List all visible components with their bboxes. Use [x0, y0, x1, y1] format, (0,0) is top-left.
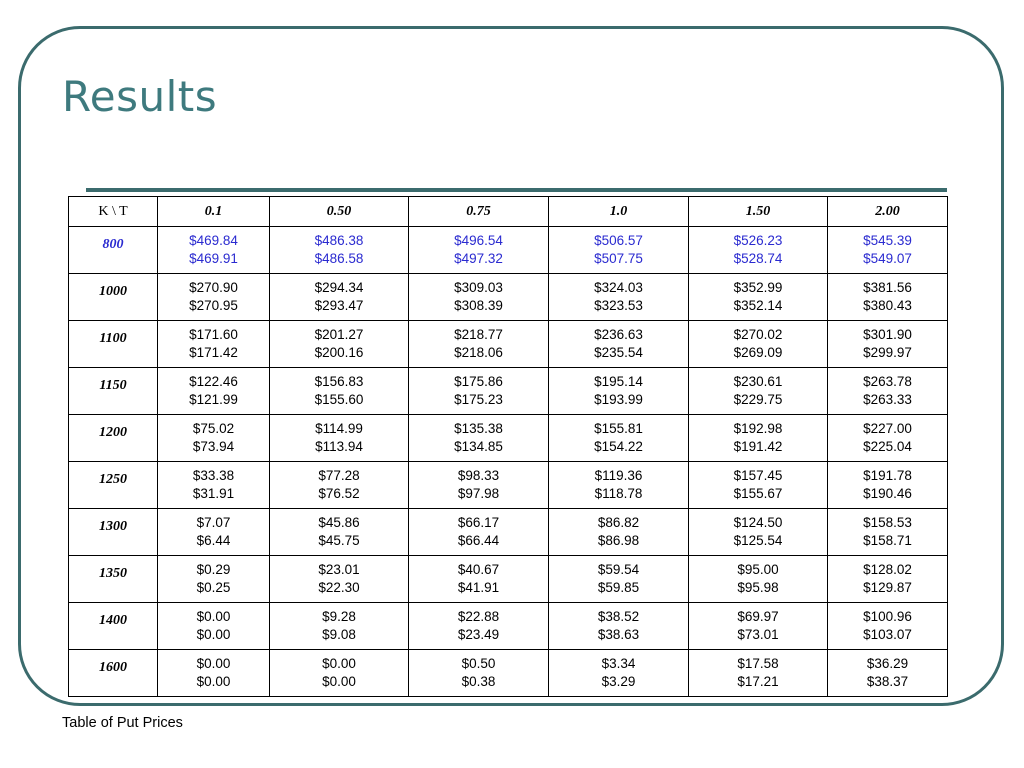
price-value-secondary: $190.46	[863, 486, 912, 501]
price-value-primary: $33.38	[192, 468, 235, 483]
strike-label: 1400	[69, 603, 158, 650]
price-value-primary: $227.00	[863, 421, 912, 436]
price-cell	[158, 321, 270, 368]
price-cell	[409, 650, 549, 697]
price-cell	[409, 274, 549, 321]
price-value-primary: $17.58	[737, 656, 779, 671]
price-value-secondary: $352.14	[733, 298, 783, 313]
price-value-secondary: $218.06	[454, 345, 503, 360]
price-value-secondary: $0.00	[322, 674, 356, 689]
price-value-primary: $175.86	[454, 374, 503, 389]
price-cell	[270, 368, 409, 415]
table-row	[69, 462, 948, 509]
price-value-primary: $301.90	[863, 327, 912, 342]
price-cell	[158, 650, 270, 697]
price-value-primary: $324.03	[594, 280, 643, 295]
price-value-primary: $100.96	[863, 609, 912, 624]
price-cell	[270, 462, 409, 509]
price-cell	[158, 603, 270, 650]
price-value-secondary: $497.32	[454, 251, 503, 266]
column-header: 0.50	[270, 197, 409, 227]
price-cell	[158, 415, 270, 462]
price-value-primary: $22.88	[457, 609, 500, 624]
slide-title: Results	[62, 72, 218, 121]
price-value-secondary: $549.07	[863, 251, 912, 266]
price-cell	[689, 603, 828, 650]
price-value-secondary: $59.85	[597, 580, 640, 595]
price-value-secondary: $158.71	[863, 533, 912, 548]
price-value-primary: $0.00	[322, 656, 356, 671]
price-cell	[158, 509, 270, 556]
strike-label: 1150	[69, 368, 158, 415]
price-value-secondary: $6.44	[196, 533, 231, 548]
price-value-secondary: $323.53	[594, 298, 643, 313]
price-cell	[689, 368, 828, 415]
price-cell	[409, 462, 549, 509]
corner-header: K \ T	[69, 197, 158, 227]
price-value-primary: $40.67	[457, 562, 500, 577]
price-value-primary: $158.53	[863, 515, 912, 530]
price-value-secondary: $3.29	[601, 674, 636, 689]
table-row	[69, 650, 948, 697]
strike-label: 1300	[69, 509, 158, 556]
table-caption: Table of Put Prices	[62, 715, 183, 731]
table-row	[69, 603, 948, 650]
price-cell	[828, 462, 948, 509]
price-value-secondary: $76.52	[318, 486, 360, 501]
price-value-secondary: $73.94	[192, 439, 235, 454]
price-value-secondary: $486.58	[314, 251, 364, 266]
price-value-secondary: $73.01	[737, 627, 779, 642]
price-cell	[409, 227, 549, 274]
price-value-primary: $157.45	[733, 468, 783, 483]
column-header: 1.50	[689, 197, 828, 227]
price-cell	[828, 603, 948, 650]
price-value-primary: $486.38	[314, 233, 364, 248]
price-value-secondary: $380.43	[863, 298, 912, 313]
price-value-primary: $124.50	[733, 515, 783, 530]
price-value-primary: $69.97	[737, 609, 779, 624]
price-value-secondary: $235.54	[594, 345, 643, 360]
strike-label: 800	[69, 227, 158, 274]
price-value-secondary: $0.00	[196, 627, 231, 642]
price-value-secondary: $118.78	[594, 486, 643, 501]
price-cell	[549, 415, 689, 462]
price-value-secondary: $229.75	[733, 392, 783, 407]
price-value-secondary: $125.54	[733, 533, 783, 548]
price-value-secondary: $41.91	[457, 580, 500, 595]
price-value-primary: $156.83	[314, 374, 364, 389]
price-cell	[270, 274, 409, 321]
price-cell	[409, 415, 549, 462]
price-value-primary: $77.28	[318, 468, 360, 483]
price-value-primary: $201.27	[314, 327, 364, 342]
price-value-secondary: $507.75	[594, 251, 643, 266]
price-cell	[270, 321, 409, 368]
price-value-primary: $294.34	[314, 280, 364, 295]
strike-label: 1250	[69, 462, 158, 509]
price-cell	[828, 509, 948, 556]
price-value-secondary: $171.42	[189, 345, 238, 360]
price-cell	[270, 415, 409, 462]
table-row	[69, 321, 948, 368]
price-value-secondary: $0.38	[461, 674, 496, 689]
strike-label: 1600	[69, 650, 158, 697]
price-cell	[158, 227, 270, 274]
price-value-primary: $86.82	[597, 515, 640, 530]
column-header: 0.1	[158, 197, 270, 227]
price-cell	[409, 603, 549, 650]
price-value-primary: $66.17	[457, 515, 500, 530]
price-value-primary: $192.98	[733, 421, 783, 436]
price-value-primary: $171.60	[189, 327, 238, 342]
price-value-secondary: $308.39	[454, 298, 503, 313]
table-row	[69, 368, 948, 415]
price-value-secondary: $9.08	[322, 627, 356, 642]
price-cell	[158, 556, 270, 603]
price-value-secondary: $121.99	[189, 392, 238, 407]
price-value-secondary: $66.44	[457, 533, 500, 548]
price-value-secondary: $0.00	[196, 674, 231, 689]
price-cell	[689, 321, 828, 368]
price-value-secondary: $134.85	[454, 439, 503, 454]
price-value-secondary: $38.63	[597, 627, 640, 642]
strike-label: 1200	[69, 415, 158, 462]
price-value-secondary: $293.47	[314, 298, 364, 313]
price-cell	[689, 650, 828, 697]
price-cell	[549, 603, 689, 650]
price-value-secondary: $113.94	[315, 439, 363, 454]
price-value-primary: $526.23	[733, 233, 783, 248]
price-value-primary: $45.86	[318, 515, 360, 530]
price-cell	[689, 227, 828, 274]
price-value-secondary: $0.25	[196, 580, 231, 595]
price-value-primary: $506.57	[594, 233, 643, 248]
price-value-secondary: $225.04	[863, 439, 912, 454]
price-value-secondary: $103.07	[863, 627, 912, 642]
price-cell	[549, 274, 689, 321]
price-value-primary: $263.78	[863, 374, 912, 389]
price-value-primary: $23.01	[318, 562, 360, 577]
price-value-primary: $128.02	[863, 562, 912, 577]
price-value-primary: $122.46	[189, 374, 238, 389]
table-row	[69, 556, 948, 603]
column-header: 0.75	[409, 197, 549, 227]
price-cell	[158, 368, 270, 415]
price-cell	[828, 274, 948, 321]
price-cell	[409, 321, 549, 368]
column-header: 2.00	[828, 197, 948, 227]
strike-label: 1350	[69, 556, 158, 603]
price-value-secondary: $270.95	[189, 298, 238, 313]
price-value-secondary: $154.22	[594, 439, 643, 454]
price-value-secondary: $155.60	[314, 392, 364, 407]
price-cell	[689, 462, 828, 509]
price-cell	[270, 603, 409, 650]
price-cell	[689, 556, 828, 603]
price-value-secondary: $191.42	[733, 439, 783, 454]
price-value-secondary: $269.09	[733, 345, 783, 360]
price-value-primary: $155.81	[594, 421, 643, 436]
price-value-primary: $9.28	[322, 609, 356, 624]
price-cell	[689, 274, 828, 321]
table-row	[69, 415, 948, 462]
price-value-primary: $3.34	[601, 656, 636, 671]
price-value-primary: $0.00	[196, 656, 231, 671]
price-value-secondary: $38.37	[866, 674, 909, 689]
column-header: 1.0	[549, 197, 689, 227]
price-value-primary: $0.00	[196, 609, 231, 624]
price-cell	[158, 274, 270, 321]
price-cell	[409, 368, 549, 415]
price-value-primary: $59.54	[597, 562, 640, 577]
price-cell	[549, 556, 689, 603]
price-value-primary: $496.54	[454, 233, 503, 248]
price-value-secondary: $469.91	[189, 251, 238, 266]
price-value-secondary: $129.87	[863, 580, 912, 595]
price-value-primary: $75.02	[192, 421, 235, 436]
price-value-primary: $191.78	[863, 468, 912, 483]
price-value-primary: $98.33	[457, 468, 500, 483]
price-value-primary: $7.07	[196, 515, 231, 530]
price-cell	[158, 462, 270, 509]
price-cell	[409, 556, 549, 603]
price-value-secondary: $263.33	[863, 392, 912, 407]
price-cell	[828, 321, 948, 368]
price-value-secondary: $95.98	[737, 580, 779, 595]
price-value-primary: $218.77	[454, 327, 503, 342]
price-value-secondary: $200.16	[314, 345, 364, 360]
price-value-primary: $352.99	[733, 280, 783, 295]
price-value-secondary: $23.49	[457, 627, 500, 642]
price-value-primary: $270.02	[733, 327, 783, 342]
price-cell	[549, 321, 689, 368]
price-cell	[828, 368, 948, 415]
price-cell	[828, 227, 948, 274]
price-value-primary: $119.36	[594, 468, 643, 483]
price-value-primary: $270.90	[189, 280, 238, 295]
price-value-primary: $95.00	[737, 562, 779, 577]
price-value-secondary: $155.67	[733, 486, 783, 501]
price-value-primary: $195.14	[594, 374, 643, 389]
price-cell	[828, 415, 948, 462]
price-value-secondary: $528.74	[733, 251, 783, 266]
table-row	[69, 227, 948, 274]
price-cell	[270, 650, 409, 697]
table-row	[69, 274, 948, 321]
price-cell	[828, 650, 948, 697]
price-cell	[549, 650, 689, 697]
price-value-primary: $0.50	[461, 656, 496, 671]
strike-label: 1100	[69, 321, 158, 368]
price-cell	[689, 415, 828, 462]
price-cell	[549, 227, 689, 274]
price-value-primary: $230.61	[733, 374, 783, 389]
price-cell	[409, 509, 549, 556]
table-row	[69, 509, 948, 556]
price-cell	[270, 227, 409, 274]
strike-label: 1000	[69, 274, 158, 321]
price-value-secondary: $17.21	[737, 674, 779, 689]
price-value-secondary: $193.99	[594, 392, 643, 407]
price-cell	[549, 509, 689, 556]
price-value-secondary: $175.23	[454, 392, 503, 407]
price-cell	[549, 368, 689, 415]
price-value-secondary: $45.75	[318, 533, 360, 548]
price-value-primary: $469.84	[189, 233, 238, 248]
price-value-secondary: $22.30	[318, 580, 360, 595]
table-header-row	[69, 197, 948, 227]
price-value-primary: $38.52	[597, 609, 640, 624]
put-price-table	[68, 196, 948, 697]
price-cell	[549, 462, 689, 509]
price-cell	[828, 556, 948, 603]
price-value-primary: $0.29	[196, 562, 231, 577]
price-value-secondary: $31.91	[192, 486, 235, 501]
price-value-primary: $309.03	[454, 280, 503, 295]
price-value-primary: $381.56	[863, 280, 912, 295]
price-cell	[689, 509, 828, 556]
price-cell	[270, 556, 409, 603]
price-value-secondary: $299.97	[863, 345, 912, 360]
price-value-primary: $135.38	[454, 421, 503, 436]
price-cell	[270, 509, 409, 556]
price-value-primary: $36.29	[866, 656, 909, 671]
price-value-primary: $114.99	[315, 421, 363, 436]
price-value-secondary: $86.98	[597, 533, 640, 548]
price-value-primary: $545.39	[863, 233, 912, 248]
title-divider	[86, 188, 947, 192]
price-value-secondary: $97.98	[457, 486, 500, 501]
price-value-primary: $236.63	[594, 327, 643, 342]
